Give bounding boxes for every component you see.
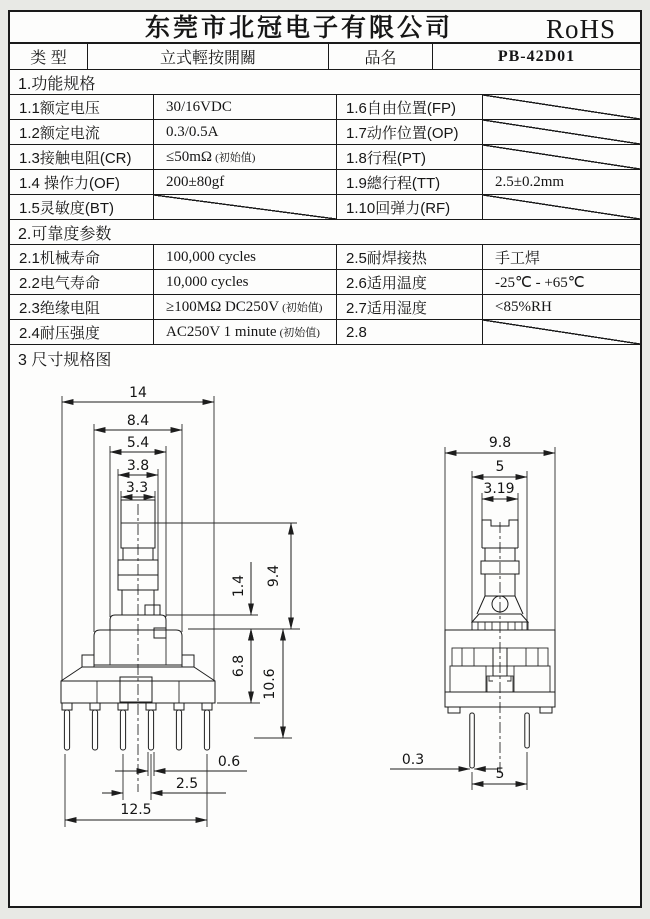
dim-label: 9.4 (266, 564, 282, 588)
spec-row (10, 145, 640, 170)
spec-label: 1.6自由位置(FP) (337, 95, 483, 119)
dim-label: 9.8 (488, 435, 512, 451)
type-value: 立式輕按開關 (88, 44, 329, 69)
dim-label: 5.4 (126, 435, 150, 451)
section1-title: 1.功能规格 (10, 70, 640, 95)
spec-value-text: ≤50mΩ (166, 148, 213, 165)
section3-title: 3 尺寸规格图 (18, 352, 112, 369)
spec-value: 2.5±0.2mm (495, 173, 565, 190)
dimension-drawing-area (10, 372, 640, 906)
dim-label: 3.19 (483, 481, 515, 497)
spec-label: 1.1额定电压 (10, 95, 154, 119)
spec-label: 1.2额定电流 (10, 120, 154, 144)
part-name-label: 品名 (329, 44, 433, 69)
spec-value-note: (初始值) (215, 152, 256, 164)
product-row (10, 44, 640, 70)
spec-label: 1.4 操作力(OF) (10, 170, 154, 194)
spec-label: 1.10回弹力(RF) (337, 195, 483, 219)
empty-cell-slash (154, 195, 337, 219)
spec-row (10, 295, 640, 320)
front-view-drawing (61, 385, 300, 827)
dim-label: 3.8 (126, 458, 150, 474)
dim-label: 6.8 (231, 654, 247, 678)
spec-label: 1.5灵敏度(BT) (10, 195, 154, 219)
dim-label: 0.6 (217, 754, 241, 770)
spec-label: 2.2电气寿命 (10, 270, 154, 294)
spec-value: 100,000 cycles (154, 245, 337, 269)
spec-label: 1.9總行程(TT) (337, 170, 483, 194)
spec-row (10, 170, 640, 195)
spec-value: 0.3/0.5A (154, 120, 337, 144)
spec-value-text: ≥100MΩ DC250V (166, 298, 280, 315)
front-pins (62, 703, 212, 750)
dim-label: 0.3 (401, 752, 425, 768)
spec-value: <85%RH (495, 298, 552, 315)
section2-title: 2.可靠度参数 (10, 220, 640, 245)
dim-label: 10.6 (262, 668, 278, 700)
spec-label: 2.3绝缘电阻 (10, 295, 154, 319)
dim-label: 5 (495, 459, 505, 475)
dim-label: 2.5 (175, 776, 199, 792)
spec-label: 2.1机械寿命 (10, 245, 154, 269)
spec-label: 2.6适用温度 (337, 270, 483, 294)
spec-value: 手工焊 (495, 250, 541, 267)
dim-label: 3.3 (125, 480, 149, 496)
rohs-mark: RoHS (545, 14, 616, 44)
dim-label: 12.5 (120, 802, 152, 818)
spec-row (10, 320, 640, 345)
empty-cell-slash (483, 145, 640, 169)
spec-label: 1.8行程(PT) (337, 145, 483, 169)
company-name: 东莞市北冠电子有限公司 (144, 14, 453, 42)
spec-label: 1.7动作位置(OP) (337, 120, 483, 144)
dim-label: 5 (495, 766, 505, 782)
spec-label: 2.7适用湿度 (337, 295, 483, 319)
document-frame (8, 10, 642, 908)
empty-cell-slash (483, 195, 640, 219)
spec-row (10, 95, 640, 120)
spec-label: 2.8 (337, 320, 483, 344)
spec-value (154, 320, 337, 344)
part-number: PB-42D01 (497, 47, 576, 65)
spec-value: 200±80gf (154, 170, 337, 194)
empty-cell-slash (483, 120, 640, 144)
title-bar (10, 12, 640, 44)
technical-drawing (10, 372, 640, 906)
empty-cell-slash (483, 320, 640, 344)
dim-label: 14 (129, 385, 147, 401)
spec-value: 10,000 cycles (154, 270, 337, 294)
spec-value (154, 295, 337, 319)
spec-label: 2.5耐焊接热 (337, 245, 483, 269)
spec-value-text: AC250V 1 minute (166, 323, 277, 340)
spec-row (10, 245, 640, 270)
spec-value (154, 145, 337, 169)
type-label: 类 型 (10, 44, 88, 69)
spec-value: -25℃ - +65℃ (495, 274, 585, 291)
spec-value-note: (初始值) (282, 302, 323, 314)
spec-row (10, 270, 640, 295)
spec-row (10, 195, 640, 220)
dim-label: 1.4 (231, 574, 247, 598)
spec-value-note: (初始值) (279, 327, 320, 339)
side-view-drawing (390, 435, 555, 790)
side-pins (470, 713, 530, 768)
spec-label: 1.3接触电阻(CR) (10, 145, 154, 169)
spec-label: 2.4耐压强度 (10, 320, 154, 344)
spec-row (10, 120, 640, 145)
dim-label: 8.4 (126, 413, 150, 429)
empty-cell-slash (483, 95, 640, 119)
spec-value: 30/16VDC (154, 95, 337, 119)
